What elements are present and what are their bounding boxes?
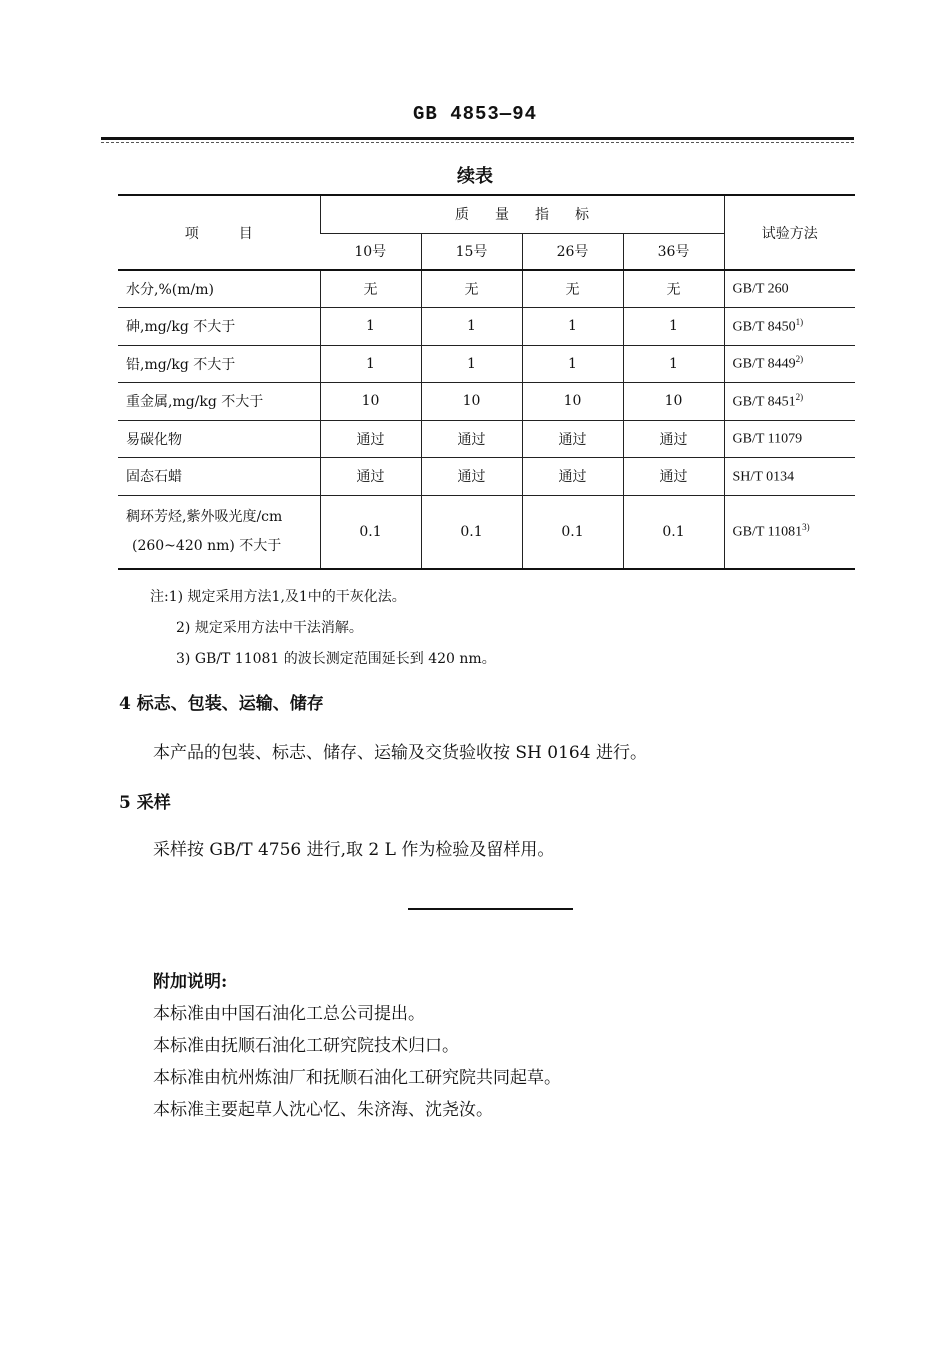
addendum-line: 本标准由抚顺石油化工研究院技术归口。 <box>153 1036 459 1056</box>
header-rule-dashed <box>101 142 854 143</box>
row-value: 通过 <box>623 420 724 457</box>
row-value: 无 <box>320 270 421 307</box>
row-value: 1 <box>421 307 522 345</box>
row-value: 1 <box>623 307 724 345</box>
table-notes <box>150 582 496 675</box>
end-rule <box>408 908 573 910</box>
note-2: 2) 规定采用方法中干法消解。 <box>176 620 363 636</box>
row-value: 0.1 <box>421 495 522 569</box>
addendum <box>153 966 561 1126</box>
test-method-header: 试验方法 <box>724 195 855 270</box>
table-row <box>118 307 855 345</box>
section-4-title: 4 标志、包装、运输、储存 <box>119 694 324 714</box>
table-row <box>118 382 855 420</box>
row-value: 1 <box>320 307 421 345</box>
row-value: 10 <box>421 382 522 420</box>
row-value: 无 <box>421 270 522 307</box>
row-value: 1 <box>623 345 724 382</box>
row-item-label: 铅,mg/kg 不大于 <box>118 345 320 382</box>
header-rule-thick <box>101 137 854 140</box>
grade-header: 15号 <box>421 233 522 270</box>
row-item-label: 稠环芳烃,紫外吸光度/cm (260~420 nm) 不大于 <box>118 495 320 569</box>
row-value: 10 <box>522 382 623 420</box>
note-3: 3) GB/T 11081 的波长测定范围延长到 420 nm。 <box>176 651 496 667</box>
section-5-title: 5 采样 <box>119 793 171 813</box>
table-row <box>118 345 855 382</box>
row-value: 10 <box>320 382 421 420</box>
addendum-line: 本标准主要起草人沈心忆、朱济海、沈尧汝。 <box>153 1100 493 1120</box>
quality-spec-table <box>118 194 855 570</box>
table-row <box>118 420 855 457</box>
section-4-body: 本产品的包装、标志、储存、运输及交货验收按 SH 0164 进行。 <box>153 743 647 763</box>
row-value: 0.1 <box>522 495 623 569</box>
grade-header: 10号 <box>320 233 421 270</box>
row-item-label: 固态石蜡 <box>118 457 320 495</box>
row-test-method: GB/T 11081$^{3)}$ <box>724 495 855 569</box>
row-test-method: GB/T 260 <box>724 270 855 307</box>
row-value: 通过 <box>522 457 623 495</box>
row-value: 1 <box>421 345 522 382</box>
row-value: 通过 <box>421 420 522 457</box>
row-value: 1 <box>522 345 623 382</box>
table-caption: 续表 <box>457 166 493 187</box>
addendum-line: 本标准由杭州炼油厂和抚顺石油化工研究院共同起草。 <box>153 1068 561 1088</box>
section-5-body: 采样按 GB/T 4756 进行,取 2 L 作为检验及留样用。 <box>153 840 555 860</box>
standard-code-header: GB 4853—94 <box>412 103 538 125</box>
row-value: 通过 <box>421 457 522 495</box>
addendum-line: 本标准由中国石油化工总公司提出。 <box>153 1004 425 1024</box>
row-test-method: GB/T 8449$^{2)}$ <box>724 345 855 382</box>
row-value: 1 <box>320 345 421 382</box>
row-value: 0.1 <box>320 495 421 569</box>
grade-header: 26号 <box>522 233 623 270</box>
row-test-method: GB/T 8451$^{2)}$ <box>724 382 855 420</box>
row-test-method: GB/T 11079 <box>724 420 855 457</box>
table-row <box>118 457 855 495</box>
note-1: 注:1) 规定采用方法1,及1中的干灰化法。 <box>150 589 406 605</box>
row-value: 0.1 <box>623 495 724 569</box>
row-item-label: 砷,mg/kg 不大于 <box>118 307 320 345</box>
row-value: 通过 <box>623 457 724 495</box>
row-item-label: 易碳化物 <box>118 420 320 457</box>
addendum-title: 附加说明: <box>153 972 228 992</box>
item-column-header: 项目 <box>118 195 320 270</box>
table-row <box>118 495 855 569</box>
row-item-label: 重金属,mg/kg 不大于 <box>118 382 320 420</box>
grade-header: 36号 <box>623 233 724 270</box>
row-value: 通过 <box>320 457 421 495</box>
table-row <box>118 270 855 307</box>
row-value: 无 <box>522 270 623 307</box>
row-value: 通过 <box>522 420 623 457</box>
row-value: 通过 <box>320 420 421 457</box>
quality-index-header: 质量指标 <box>320 195 724 233</box>
row-item-label: 水分,%(m/m) <box>118 270 320 307</box>
row-value: 1 <box>522 307 623 345</box>
row-value: 无 <box>623 270 724 307</box>
row-value: 10 <box>623 382 724 420</box>
row-test-method: GB/T 8450$^{1)}$ <box>724 307 855 345</box>
row-test-method: SH/T 0134 <box>724 457 855 495</box>
